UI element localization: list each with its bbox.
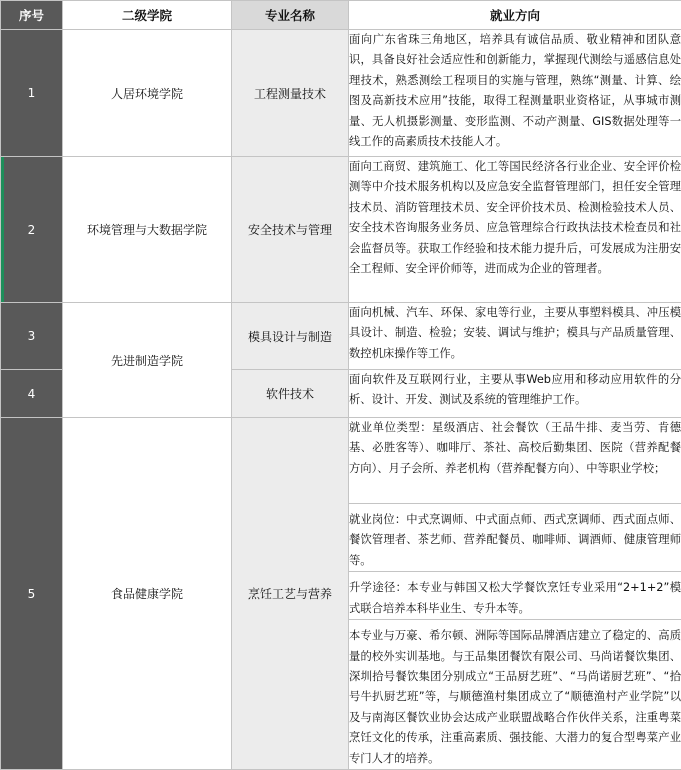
seq-cell: 3 (1, 303, 63, 370)
table-row (1, 30, 681, 157)
direction-cell-further-study: 升学途径：本专业与韩国又松大学餐饮烹饪专业采用“2+1+2”模式联合培养本科毕业生、专升本等。 (349, 572, 681, 620)
college-cell: 人居环境学院 (63, 30, 232, 157)
seq-cell: 5 (1, 418, 63, 770)
header-row (1, 1, 681, 30)
major-cell: 模具设计与制造 (232, 303, 349, 370)
table-row (1, 157, 681, 303)
major-cell: 安全技术与管理 (232, 157, 349, 303)
header-college: 二级学院 (63, 1, 232, 30)
seq-cell: 2 (1, 157, 63, 303)
direction-cell: 面向工商贸、建筑施工、化工等国民经济各行业企业、安全评价检测等中介技术服务机构以及应急安全监督管理部门，担任安全管理技术员、消防管理技术员、安全评价技术员、检测检验技术人员、安全技术咨询服务业务员、应急管理综合行政执法技术检查员和社会监督员等。获取工作经验和技术能力提升后，可发展成为注册安全工程师、安全评价师等，进而成为企业的管理者。 (349, 157, 681, 303)
table-row (1, 303, 681, 370)
header-direction: 就业方向 (349, 1, 681, 30)
college-cell: 环境管理与大数据学院 (63, 157, 232, 303)
major-cell: 烹饪工艺与营养 (232, 418, 349, 770)
major-cell: 工程测量技术 (232, 30, 349, 157)
direction-cell-positions: 就业岗位：中式烹调师、中式面点师、西式烹调师、西式面点师、餐饮管理者、茶艺师、营养配餐员、咖啡师、调酒师、健康管理师等。 (349, 504, 681, 572)
direction-cell: 面向广东省珠三角地区，培养具有诚信品质、敬业精神和团队意识，具备良好社会适应性和创新能力，掌握现代测绘与遥感信息处理技术，熟悉测绘工程项目的实施与管理，熟练“测量、计算、绘图及高新技术应用”技能，取得工程测量职业资格证，从事城市测量、无人机摄影测量、变形监测、不动产测量、GIS数据处理等一线工作的高素质技术技能人才。 (349, 30, 681, 157)
seq-cell: 1 (1, 30, 63, 157)
header-major: 专业名称 (232, 1, 349, 30)
table-row (1, 418, 681, 504)
seq-cell: 4 (1, 370, 63, 418)
college-cell: 食品健康学院 (63, 418, 232, 770)
college-cell: 先进制造学院 (63, 303, 232, 418)
direction-cell-partnerships: 本专业与万豪、希尔顿、洲际等国际品牌酒店建立了稳定的、高质量的校外实训基地。与王品集团餐饮有限公司、马尚诺餐饮集团、深圳拾号餐饮集团分别成立“王品厨艺班”、“马尚诺厨艺班”、“拾号牛扒厨艺班”等，与顺德渔村集团成立了“顺德渔村产业学院”以及与南海区餐饮业协会达成产业联盟战略合作伙伴关系，注重粤菜烹饪文化的传承，注重高素质、强技能、大潜力的复合型粤菜产业专门人才的培养。 (349, 620, 681, 770)
header-seq: 序号 (1, 1, 63, 30)
direction-cell-employer-types: 就业单位类型：星级酒店、社会餐饮（王品牛排、麦当劳、肯德基、必胜客等）、咖啡厅、茶社、高校后勤集团、医院（营养配餐方向）、月子会所、养老机构（营养配餐方向）、中等职业学校； (349, 418, 681, 504)
major-cell: 软件技术 (232, 370, 349, 418)
direction-cell: 面向软件及互联网行业，主要从事Web应用和移动应用软件的分析、设计、开发、测试及系统的管理维护工作。 (349, 370, 681, 418)
direction-cell: 面向机械、汽车、环保、家电等行业，主要从事塑料模具、冲压模具设计、制造、检验；安装、调试与维护；模具与产品质量管理、数控机床操作等工作。 (349, 303, 681, 370)
